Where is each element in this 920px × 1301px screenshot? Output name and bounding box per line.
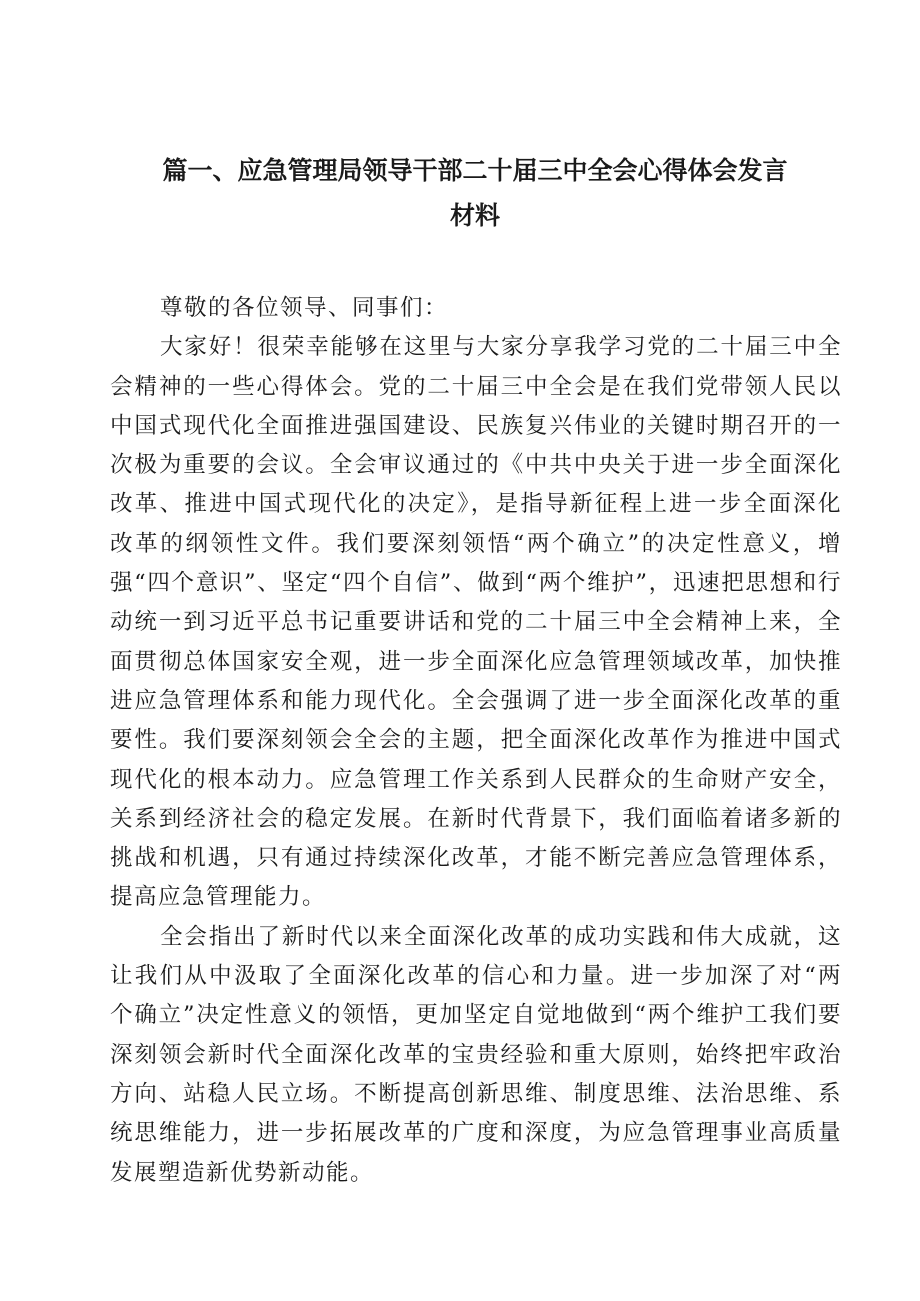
document-title-line-2: 材料 <box>449 201 500 230</box>
document-body <box>110 289 842 1193</box>
paragraph-2: 全会指出了新时代以来全面深化改革的成功实践和伟大成就，这让我们从中汲取了全面深化改革的信心和力量。进一步加深了对“两个确立”决定性意义的领悟，更加坚定自觉地做到“两个维护工我们要深刻领会新时代全面深化改革的宝贵经验和重大原则，始终把牢政治方向、站稳人民立场。不断提高创新思维、制度思维、法治思维、系统思维能力，进一步拓展改革的广度和深度，为应急管理事业高质量发展塑造新优势新动能。 <box>110 923 842 1186</box>
document-title-line-1: 篇一、应急管理局领导干部二十届三中全会心得体会发言 <box>162 156 788 185</box>
salutation: 尊敬的各位领导、同事们： <box>160 295 449 321</box>
paragraph-1: 大家好！很荣幸能够在这里与大家分享我学习党的二十届三中全会精神的一些心得体会。党的二十届三中全会是在我们党带领人民以中国式现代化全面推进强国建设、民族复兴伟业的关键时期召开的一次极为重要的会议。全会审议通过的《中共中央关于进一步全面深化改革、推进中国式现代化的决定》，是指导新征程上进一步全面深化改革的纲领性文件。我们要深刻领悟“两个确立”的决定性意义，增强“四个意识”、坚定“四个自信”、做到“两个维护”，迅速把思想和行动统一到习近平总书记重要讲话和党的二十届三中全会精神上来，全面贯彻总体国家安全观，进一步全面深化应急管理领域改革，加快推进应急管理体系和能力现代化。全会强调了进一步全面深化改革的重要性。我们要深刻领会全会的主题，把全面深化改革作为推进中国式现代化的根本动力。应急管理工作关系到人民群众的生命财产安全，关系到经济社会的稳定发展。在新时代背景下，我们面临着诸多新的挑战和机遇，只有通过持续深化改革，才能不断完善应急管理体系，提高应急管理能力。 <box>110 334 842 911</box>
